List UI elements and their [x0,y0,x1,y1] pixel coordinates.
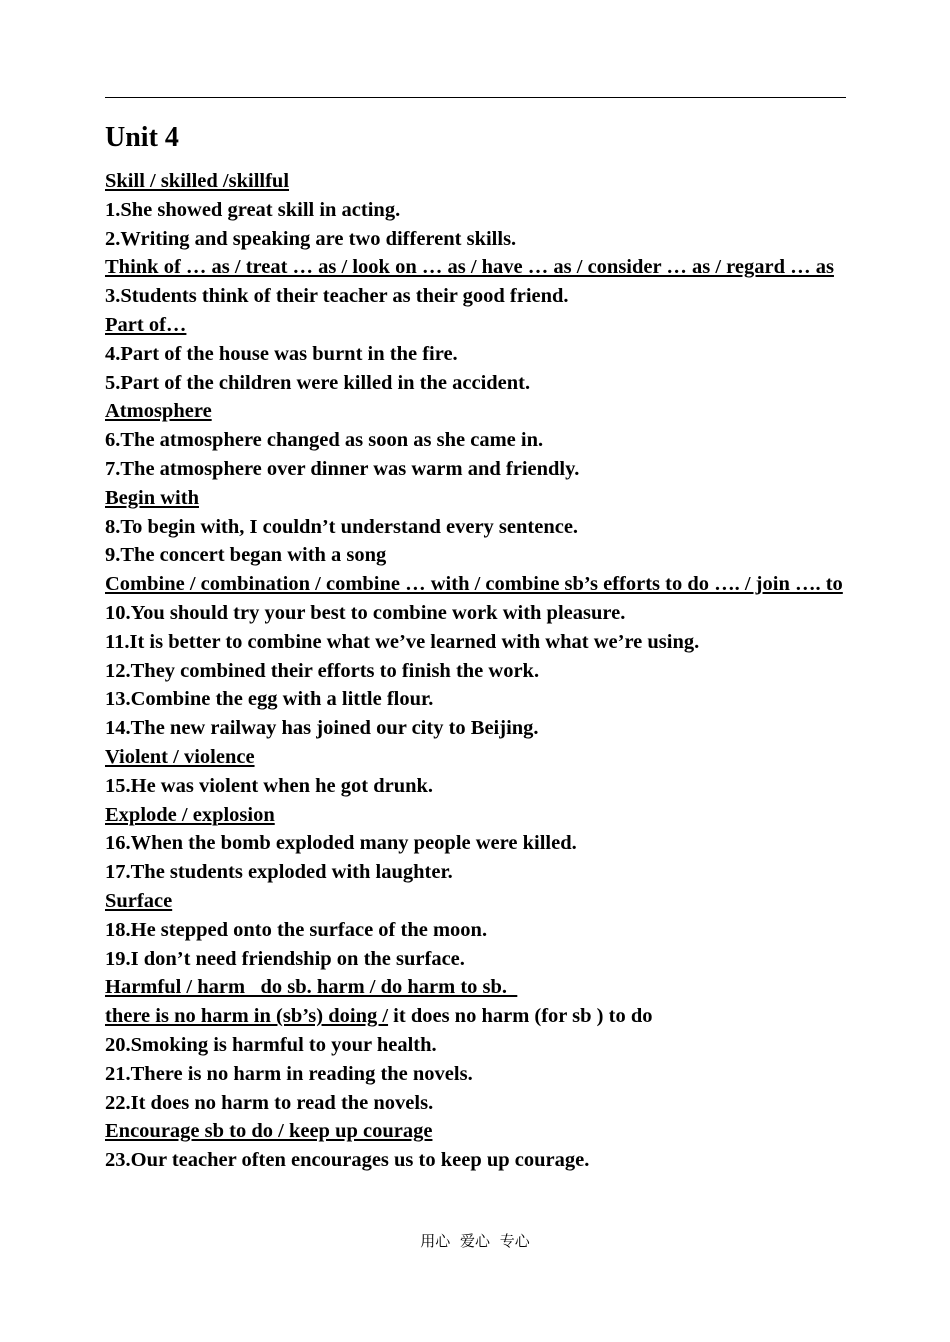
sentence-1: 1.She showed great skill in acting. [105,198,401,221]
sentence-6: 6.The atmosphere changed as soon as she came in. [105,429,544,452]
heading-no-harm-plain: it does no harm (for sb ) to do [388,1005,653,1028]
sentence-16: 16.When the bomb exploded many people were killed. [105,832,577,855]
heading-begin-with: Begin with [105,486,199,509]
sentence-21: 21.There is no harm in reading the novels. [105,1062,473,1085]
header-rule [105,97,846,98]
sentence-10: 10.You should try your best to combine work with pleasure. [105,601,626,624]
heading-harmful: Harmful / harm do sb. harm / do harm to sb. [105,976,518,999]
sentence-13: 13.Combine the egg with a little flour. [105,688,434,711]
page-footer: 用心 爱心 专心 [420,1234,530,1250]
sentence-7: 7.The atmosphere over dinner was warm and friendly. [105,457,580,480]
sentence-19: 19.I don’t need friendship on the surface. [105,947,465,970]
heading-combine: Combine / combination / combine … with / combine sb’s efforts to do …. / join …. to [105,573,843,596]
sentence-18: 18.He stepped onto the surface of the moon. [105,918,488,941]
heading-no-harm-underlined: there is no harm in (sb’s) doing / [105,1005,389,1028]
sentence-11: 11.It is better to combine what we’ve learned with what we’re using. [105,630,700,653]
heading-skill: Skill / skilled /skillful [105,170,290,192]
sentence-15: 15.He was violent when he got drunk. [105,774,434,797]
heading-explode: Explode / explosion [105,803,275,826]
sentence-12: 12.They combined their efforts to finish the work. [105,659,540,682]
sentence-3: 3.Students think of their teacher as their good friend. [105,285,569,308]
sentence-14: 14.The new railway has joined our city to Beijing. [105,717,539,740]
sentence-17: 17.The students exploded with laughter. [105,861,453,884]
body-text [105,167,846,1175]
sentence-2: 2.Writing and speaking are two different skills. [105,227,517,250]
sentence-23: 23.Our teacher often encourages us to keep up courage. [105,1149,590,1172]
heading-no-harm [105,1002,846,1031]
sentence-4: 4.Part of the house was burnt in the fire. [105,342,458,365]
sentence-20: 20.Smoking is harmful to your health. [105,1033,437,1056]
sentence-22: 22.It does no harm to read the novels. [105,1091,434,1114]
heading-think-of: Think of … as / treat … as / look on … as / have … as / consider … as / regard … as [105,256,834,279]
unit-title: Unit 4 [105,122,179,153]
heading-surface: Surface [105,889,173,912]
heading-encourage: Encourage sb to do / keep up courage [105,1120,433,1143]
sentence-9: 9.The concert began with a song [105,544,387,567]
sentence-5: 5.Part of the children were killed in the accident. [105,371,531,394]
heading-violent: Violent / violence [105,745,255,768]
heading-part-of: Part of… [105,313,187,336]
sentence-8: 8.To begin with, I couldn’t understand every sentence. [105,515,579,538]
heading-atmosphere: Atmosphere [105,400,212,423]
